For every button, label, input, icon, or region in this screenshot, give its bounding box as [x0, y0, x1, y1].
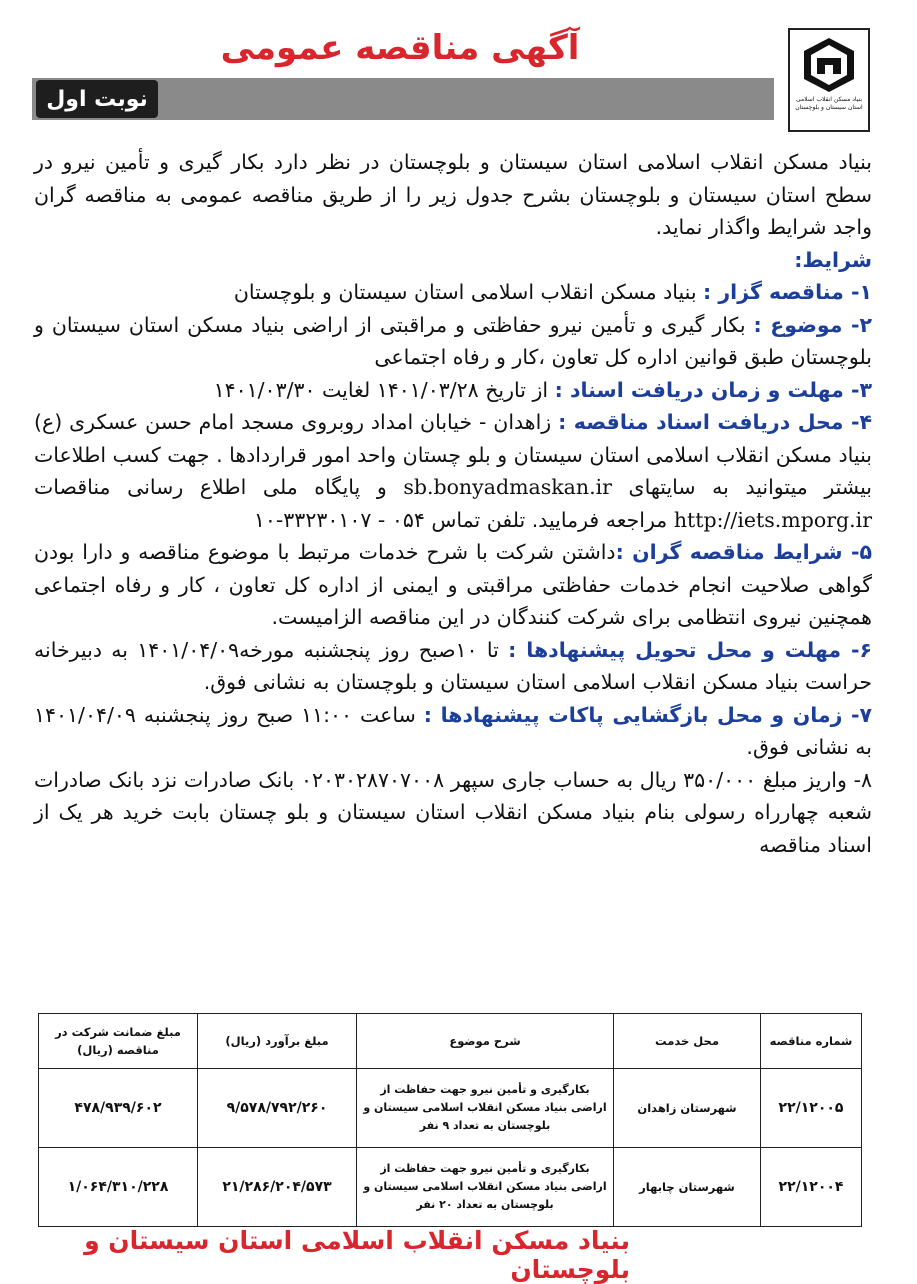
- cell-service-location: شهرستان زاهدان: [614, 1069, 761, 1148]
- condition-label-3: ۳- مهلت و زمان دریافت اسناد :: [554, 377, 872, 402]
- cell-guarantee: ۴۷۸/۹۳۹/۶۰۲: [39, 1069, 198, 1148]
- condition-text-5: داشتن شرکت با شرح خدمات مرتبط با موضوع مناقصه و دارا بودن گواهی صلاحیت انجام خدمات حفاظتی مراقبتی و ایمنی از اداره کل تعاون ، کار و رفاه اجتماعی همچنین نیروی انتظامی برای شرکت کنندگان در این مناقصه الزامیست.: [34, 540, 872, 629]
- condition-item-4: [34, 406, 872, 536]
- cell-estimate: ۲۱/۲۸۶/۲۰۴/۵۷۳: [198, 1148, 357, 1227]
- condition-text-4c: مراجعه فرمایید. تلفن تماس ۰۵۴ - ۳۳۲۳۰۱۰۷-۱۰: [253, 507, 674, 532]
- condition-label-7: ۷- زمان و محل بازگشایی پاکات پیشنهادها :: [423, 702, 873, 727]
- condition-text-7: ساعت ۱۱:۰۰ صبح روز پنجشنبه ۱۴۰۱/۰۴/۰۹ به نشانی فوق.: [34, 702, 872, 759]
- intro-paragraph: بنیاد مسکن انقلاب اسلامی استان سیستان و بلوچستان در نظر دارد بکار گیری و تأمین نیرو در سطح استان سیستان و بلوچستان بشرح جدول زیر را از طریق مناقصه عمومی به مناقصه گران واجد شرایط واگذار نماید.: [34, 150, 872, 239]
- table-header-row: [39, 1014, 862, 1069]
- conditions-heading: شرایط:: [794, 247, 872, 272]
- col-header-tender-number: شماره مناقصه: [761, 1014, 862, 1069]
- condition-text-6: تا ۱۰صبح روز پنجشنبه مورخه۱۴۰۱/۰۴/۰۹ به دبیرخانه حراست بنیاد مسکن انقلاب اسلامی استان سیستان و بلوچستان به نشانی فوق.: [34, 637, 872, 694]
- logo-box: [788, 28, 870, 132]
- condition-text-4: زاهدان - خیابان امداد روبروی مسجد امام حسن عسکری (ع) بنیاد مسکن انقلاب اسلامی استان سیستان و بلو چستان واحد امور قراردادها . جهت کسب اطلاعات بیشتر میتوانید به سایتهای: [34, 410, 872, 499]
- website-link-bonyad[interactable]: sb.bonyadmaskan.ir: [403, 475, 612, 499]
- notice-title: آگهی مناقصه عمومی: [220, 28, 580, 68]
- cell-service-location: شهرستان چابهار: [614, 1148, 761, 1227]
- website-link-iets[interactable]: http://iets.mporg.ir: [673, 507, 872, 532]
- condition-label-4: ۴- محل دریافت اسناد مناقصه :: [558, 410, 872, 434]
- cell-guarantee: ۱/۰۶۴/۳۱۰/۲۲۸: [39, 1148, 198, 1227]
- cell-tender-number: ۲۲/۱۲۰۰۵: [761, 1069, 862, 1148]
- col-header-service-location: محل خدمت: [614, 1014, 761, 1069]
- footer-organization: بنیاد مسکن انقلاب اسلامی استان سیستان و بلوچستان: [84, 1226, 630, 1284]
- condition-item-7: [34, 699, 872, 764]
- tender-table: [38, 1013, 862, 1227]
- condition-item-6: [34, 634, 872, 699]
- condition-text-1: بنیاد مسکن انقلاب اسلامی استان سیستان و بلوچستان: [233, 280, 704, 304]
- table-row: [39, 1148, 862, 1227]
- cell-description: بکارگیری و تأمین نیرو جهت حفاظت از اراضی بنیاد مسکن انقلاب اسلامی سیستان و بلوچستان به تعداد ۲۰ نفر: [357, 1148, 614, 1227]
- col-header-description: شرح موضوع: [357, 1014, 614, 1069]
- condition-label-6: ۶- مهلت و محل تحویل پیشنهادها :: [508, 637, 873, 662]
- cell-tender-number: ۲۲/۱۲۰۰۴: [761, 1148, 862, 1227]
- condition-item-3: [34, 374, 872, 407]
- cell-estimate: ۹/۵۷۸/۷۹۲/۲۶۰: [198, 1069, 357, 1148]
- condition-item-5: [34, 536, 872, 634]
- condition-item-8: [34, 764, 872, 862]
- condition-text-8: ۸- واریز مبلغ ۳۵۰/۰۰۰ ریال به حساب جاری سپهر ۰۲۰۳۰۲۸۷۰۷۰۰۸ بانک صادرات نزد بانک صادرات شعبه چهارراه رسولی بنام بنیاد مسکن انقلاب استان سیستان و بلو چستان بابت خرید هر یک از اسناد مناقصه: [34, 767, 872, 857]
- bonyad-maskan-logo-icon: [800, 36, 858, 94]
- condition-item-1: [34, 276, 872, 309]
- notice-body: [34, 146, 872, 861]
- condition-item-2: [34, 309, 872, 374]
- condition-text-4b: و پایگاه ملی اطلاع رسانی مناقصات: [34, 475, 404, 499]
- condition-label-5: ۵- شرایط مناقصه گران :: [615, 540, 873, 564]
- condition-label-2: ۲- موضوع :: [753, 312, 872, 337]
- col-header-guarantee: مبلغ ضمانت شرکت در مناقصه (ریال): [39, 1014, 198, 1069]
- round-badge: نوبت اول: [36, 80, 158, 118]
- table-row: [39, 1069, 862, 1148]
- condition-text-3: از تاریخ ۱۴۰۱/۰۳/۲۸ لغایت ۱۴۰۱/۰۳/۳۰: [213, 377, 555, 402]
- col-header-estimate: مبلغ برآورد (ریال): [198, 1014, 357, 1069]
- condition-label-1: ۱- مناقصه گزار :: [703, 280, 872, 304]
- cell-description: بکارگیری و تأمین نیرو جهت حفاظت از اراضی بنیاد مسکن انقلاب اسلامی سیستان و بلوچستان به تعداد ۹ نفر: [357, 1069, 614, 1148]
- condition-text-2: بکار گیری و تأمین نیرو حفاظتی و مراقبتی از اراضی بنیاد مسکن استان سیستان و بلوچستان طبق قوانین اداره کل تعاون ،کار و رفاه اجتماعی: [34, 312, 872, 369]
- logo-caption: بنیاد مسکن انقلاب اسلامی استان سیستان و بلوچستان: [795, 96, 863, 111]
